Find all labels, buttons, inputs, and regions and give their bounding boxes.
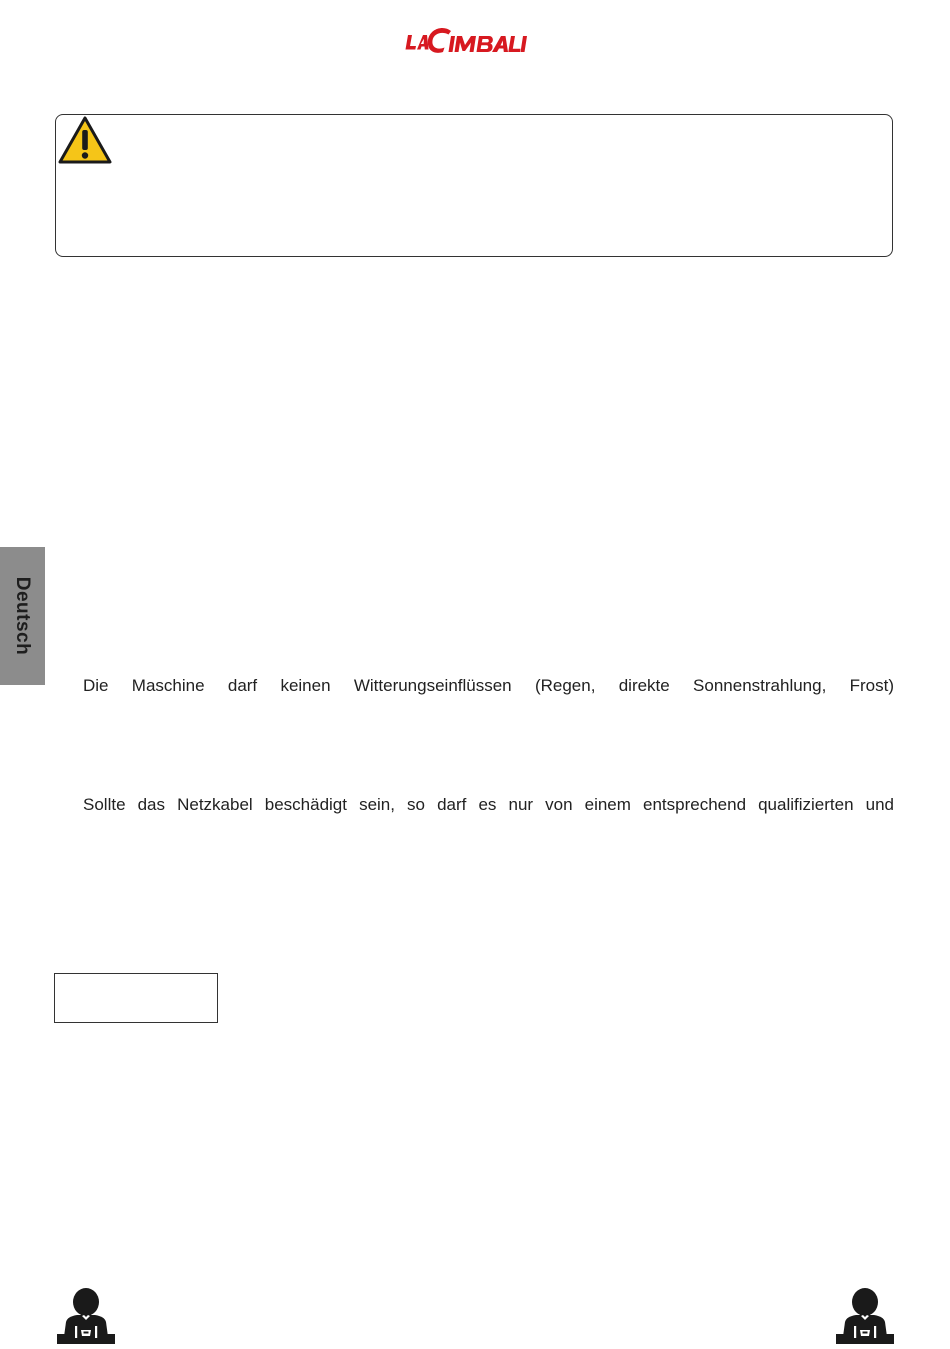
empty-label-box — [54, 973, 218, 1023]
barista-icon — [834, 1286, 896, 1344]
lacimbali-logo-icon — [404, 22, 546, 58]
language-side-tab — [0, 547, 45, 685]
language-label: Deutsch — [12, 576, 34, 656]
weather-warning-paragraph: Die Maschine darf keinen Witterungseinflüssen (Regen, direkte Sonnenstrahlung, Frost) — [83, 676, 894, 695]
warning-triangle-icon — [58, 116, 112, 164]
warning-box — [55, 114, 893, 257]
barista-icon — [55, 1286, 117, 1344]
power-cable-paragraph: Sollte das Netzkabel beschädigt sein, so darf es nur von einem entsprechend qualifizierten und — [83, 795, 894, 814]
